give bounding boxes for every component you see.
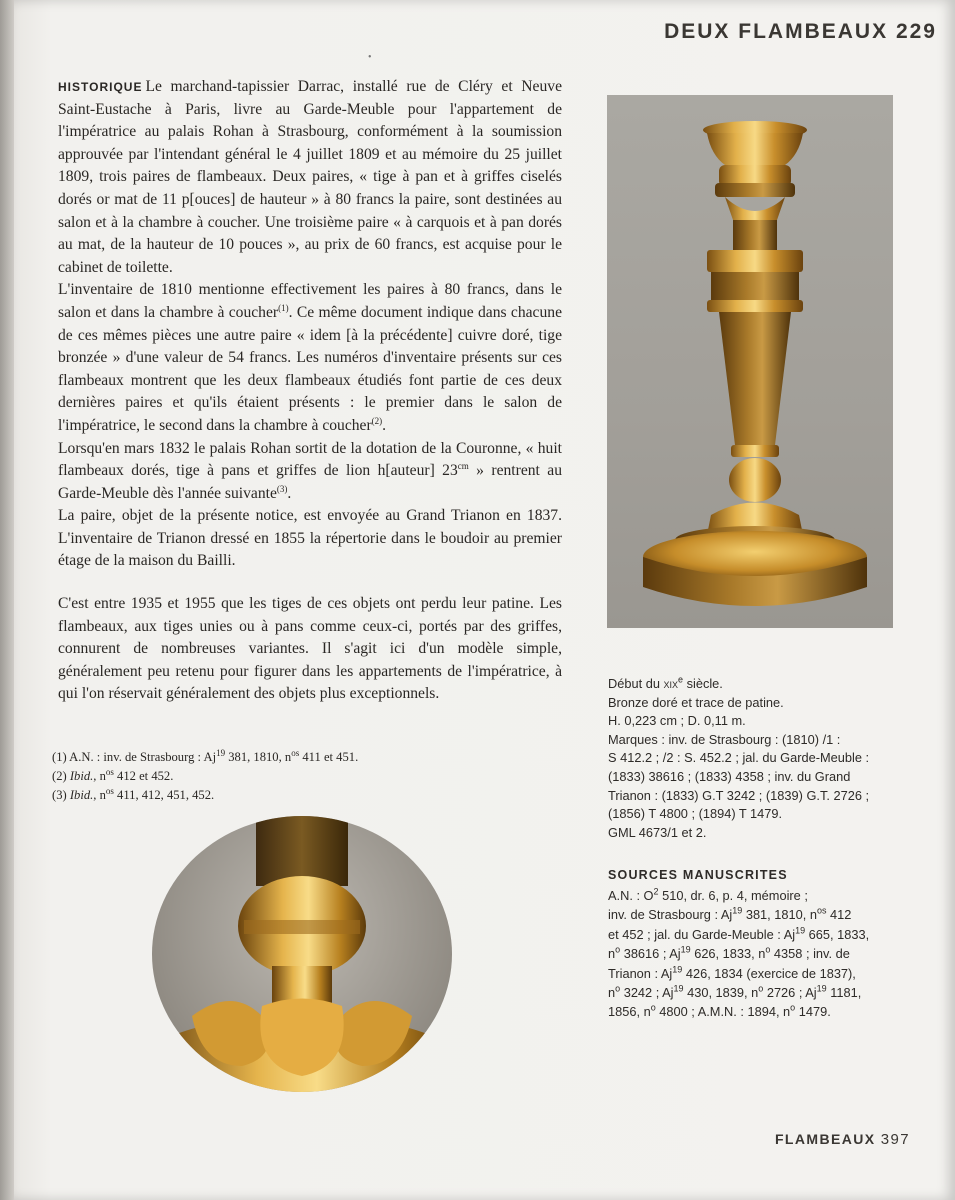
footer-title: FLAMBEAUX [774,1131,876,1147]
book-spine-shadow [0,0,14,1200]
unit-cm: cm [457,460,469,471]
footer-folio [775,1131,910,1148]
running-head-page-number: 229 [895,20,937,43]
candlestick-detail-photo [152,816,452,1092]
caption-line: Bronze doré et trace de patine. [608,694,784,710]
sources-heading: SOURCES MANUSCRITES [608,868,788,882]
caption-line: GML 4673/1 et 2. [608,824,707,840]
paragraph-inventaire-1810: L'inventaire de 1810 mentionne effectivement les paires à 80 francs, dans le salon et dans la chambre à coucher$^{(1)}$. Ce même document indique dans chacune de ces mêmes pièces une autre paire « idem [à la précédente] cuivre doré, tige bronzée » d'une valeur de 54 francs. Les numéros d'inventaire présents sur ces flambeaux montrent que les deux flambeaux étudiés font partie de ces deux dernières paires et qu'ils étaient présents : le premier dans le salon de l'impératrice, le second dans la chambre à coucher$^{(2)}$. [58,281,562,434]
source-line: Trianon : Aj$^{19}$ 426, 1834 (exercice de 1837), [608,964,856,981]
source-line: A.N. : $O^2$ 510, dr. 6, p. 4, mémoire ; [608,886,808,903]
candlestick-photo [607,95,893,628]
footnotes [52,748,572,805]
footnote-ref-2[interactable]: (2) [371,415,383,426]
source-line: $n^o$ 38616 ; Aj$^{19}$ 626, 1833, $n^o$ 4358 ; inv. de [608,944,850,962]
section-label: HISTORIQUE [58,80,143,94]
sources-list [608,886,908,1022]
footnote-1: (1) A.N. : inv. de Strasbourg : Aj$^{19}$ 381, 1810, $n^{os}$ 411 et 451. [52,747,359,764]
running-head-title: DEUX FLAMBEAUX [664,20,889,43]
footnote-3: (3) Ibid., $n^{os}$ 411, 412, 451, 452. [52,785,215,802]
paragraph-patine: C'est entre 1935 et 1955 que les tiges de ces objets ont perdu leur patine. Les flambeaux, aux tiges unies ou à pans comme ceux-ci, portés par des griffes, connurent de nombreuses variantes. Il s'agit ici d'un modèle simple, généralement peu retenu pour figurer dans les appartements de l'impératrice, à qui l'on réservait généralement des objets plus exceptionnels. [58,595,562,703]
caption-date: Début du xix$^e$ siècle. [608,674,723,691]
candlestick-detail-illustration [152,816,452,1092]
source-line: et 452 ; jal. du Garde-Meuble : Aj$^{19}$ 665, 1833, [608,925,870,942]
decorative-dot: • [368,52,372,63]
paragraph-trianon: La paire, objet de la présente notice, est envoyée au Grand Trianon en 1837. L'inventaire de Trianon dressé en 1855 la répertorie dans le boudoir au premier étage de la maison du Bailli. [58,507,562,570]
caption-line: (1856) T 4800 ; (1894) T 1479. [608,806,783,822]
paragraph-1832: Lorsqu'en mars 1832 le palais Rohan sortit de la dotation de la Couronne, « huit flambeaux dorés, tige à pans et griffes de lion h[auteur] $23^{cm}$ » rentrent au Garde-Meuble dès l'année suivante$^{(3)}$. [58,439,562,502]
paragraph-historique: HISTORIQUE Le marchand-tapissier Darrac, installé rue de Cléry et Neuve Saint-Eustache à Paris, livre au Garde-Meuble pour l'appartement de l'impératrice au palais Rohan à Strasbourg, conformément à la soumission approuvée par l'intendant général le 4 juillet 1809 et au mémoire du 25 juillet 1809, trois paires de flambeaux. Deux paires, « tige à pan et à griffes ciselés dorés or mat de 11 p[ouces] de hauteur » à 80 francs la paire, sont destinées au salon et à la chambre à coucher. Une troisième paire « à carquois et à pan dorés au mat, de la hauteur de 10 pouces », au prix de 60 francs, est acquise pour le cabinet de toilette. [58,78,562,276]
caption-line: Trianon : (1833) G.T 3242 ; (1839) G.T. 2726 ; [608,787,870,803]
footer-page-number: 397 [880,1131,910,1148]
source-line: 1856, $n^o$ 4800 ; A.M.N. : 1894, $n^o$ 1479. [608,1003,831,1020]
main-text [58,76,562,706]
source-line: $n^o$ 3242 ; Aj$^{19}$ 430, 1839, $n^o$ 2726 ; Aj$^{19}$ 1181, [608,983,862,1001]
source-line: inv. de Strasbourg : Aj$^{19}$ 381, 1810, $n^{os}$ 412 [608,906,852,923]
caption-line: (1833) 38616 ; (1833) 4358 ; inv. du Grand [608,768,851,784]
caption-line: Marques : inv. de Strasbourg : (1810) /1 : [608,731,841,747]
candlestick-illustration [607,95,893,628]
footnote-ref-3[interactable]: (3) [276,483,288,494]
footnote-ref-1[interactable]: (1) [278,302,289,313]
caption-line: S 412.2 ; /2 : S. 452.2 ; jal. du Garde-Meuble : [608,750,870,766]
caption-line: H. 0,223 cm ; D. 0,11 m. [608,713,746,729]
footnote-2: (2) Ibid., $n^{os}$ 412 et 452. [52,766,174,783]
running-head [664,20,937,44]
object-caption [608,675,908,842]
